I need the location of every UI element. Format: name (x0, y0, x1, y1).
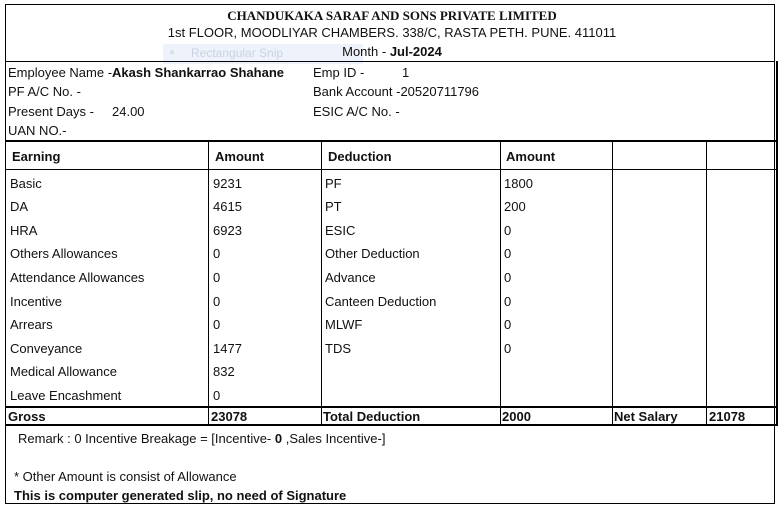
present-days-value: 24.00 (112, 104, 145, 119)
esic-account-label: ESIC A/C No. - (313, 104, 400, 119)
earning-label: Medical Allowance (10, 364, 117, 379)
earning-label: Leave Encashment (10, 388, 122, 403)
pf-account-label: PF A/C No. - (8, 84, 81, 99)
record-dot-icon: ● (169, 47, 176, 58)
signature-note: This is computer generated slip, no need of Signature (14, 488, 347, 503)
emp-id-value: 1 (402, 65, 410, 80)
deduction-amount: 0 (504, 223, 512, 238)
header-deduction: Deduction (328, 149, 392, 164)
header-deduction-amount: Amount (506, 149, 556, 164)
divider (5, 140, 778, 142)
company-address: 1st FLOOR, MOODLIYAR CHAMBERS. 338/C, RASTA PETH. PUNE. 411011 (167, 25, 617, 40)
month-label: Month - (342, 44, 390, 59)
remark-suffix: ,Sales Incentive-] (282, 431, 386, 446)
earning-label: Arrears (10, 317, 53, 332)
deduction-label: PF (325, 176, 342, 191)
earning-amount: 0 (213, 246, 221, 261)
divider (776, 141, 778, 426)
net-salary-label: Net Salary (614, 409, 678, 424)
divider (208, 141, 209, 425)
earning-amount: 1477 (213, 341, 242, 356)
deduction-label: MLWF (325, 317, 363, 332)
incentive-value: 0 (274, 431, 283, 446)
earning-amount: 0 (213, 270, 221, 285)
deduction-label: Other Deduction (325, 246, 420, 261)
employee-name-label: Employee Name - (8, 65, 113, 80)
bank-account-value: 20520711796 (400, 84, 480, 99)
divider (5, 169, 778, 170)
header-earning-amount: Amount (215, 149, 265, 164)
total-deduction-value: 2000 (502, 409, 531, 424)
remark-line (18, 431, 385, 446)
earning-amount: 0 (213, 317, 221, 332)
deduction-label: Canteen Deduction (325, 294, 437, 309)
present-days-label: Present Days - (8, 104, 94, 119)
deduction-label: TDS (325, 341, 351, 356)
earning-amount: 0 (213, 294, 221, 309)
earning-amount: 9231 (213, 176, 242, 191)
deduction-label: Advance (325, 270, 376, 285)
deduction-amount: 0 (504, 270, 512, 285)
deduction-amount: 0 (504, 294, 512, 309)
net-salary-value: 21078 (709, 409, 746, 424)
uan-label: UAN NO.- (8, 123, 67, 138)
gross-label: Gross (8, 409, 46, 424)
divider (5, 406, 778, 408)
divider (5, 61, 775, 62)
employee-name-row (8, 65, 284, 80)
emp-id-label: Emp ID - (313, 65, 365, 80)
employee-name-value: Akash Shankarrao Shahane (112, 65, 285, 80)
earning-label: Conveyance (10, 341, 83, 356)
deduction-label: ESIC (325, 223, 356, 238)
divider (5, 424, 778, 426)
bank-account-label: Bank Account - (313, 84, 401, 99)
deduction-amount: 0 (504, 341, 512, 356)
deduction-label: PT (325, 199, 342, 214)
deduction-amount: 0 (504, 246, 512, 261)
earning-amount: 0 (213, 388, 221, 403)
earning-amount: 6923 (213, 223, 242, 238)
divider (776, 61, 778, 140)
company-name: CHANDUKAKA SARAF AND SONS PRIVATE LIMITED (227, 8, 557, 23)
deduction-amount: 0 (504, 317, 512, 332)
gross-value: 23078 (211, 409, 248, 424)
earning-amount: 832 (213, 364, 235, 379)
snip-overlay-label: Rectangular Snip (191, 46, 284, 60)
divider (612, 141, 613, 425)
earning-label: Incentive (10, 294, 63, 309)
header-earning: Earning (12, 149, 61, 164)
deduction-amount: 1800 (504, 176, 533, 191)
earning-label: Others Allowances (10, 246, 118, 261)
earning-label: Attendance Allowances (10, 270, 145, 285)
divider (321, 141, 322, 425)
month-line (0, 44, 784, 59)
divider (500, 141, 501, 425)
earning-amount: 4615 (213, 199, 242, 214)
earning-label: HRA (10, 223, 38, 238)
allowance-note: * Other Amount is consist of Allowance (14, 469, 237, 484)
deduction-amount: 200 (504, 199, 526, 214)
bank-account-row (313, 84, 479, 99)
divider (706, 141, 707, 425)
month-value: Jul-2024 (389, 44, 442, 59)
earning-label: DA (10, 199, 29, 214)
earning-label: Basic (10, 176, 42, 191)
remark-prefix: Remark : 0 Incentive Breakage = [Incentive- (18, 431, 275, 446)
total-deduction-label: Total Deduction (323, 409, 421, 424)
